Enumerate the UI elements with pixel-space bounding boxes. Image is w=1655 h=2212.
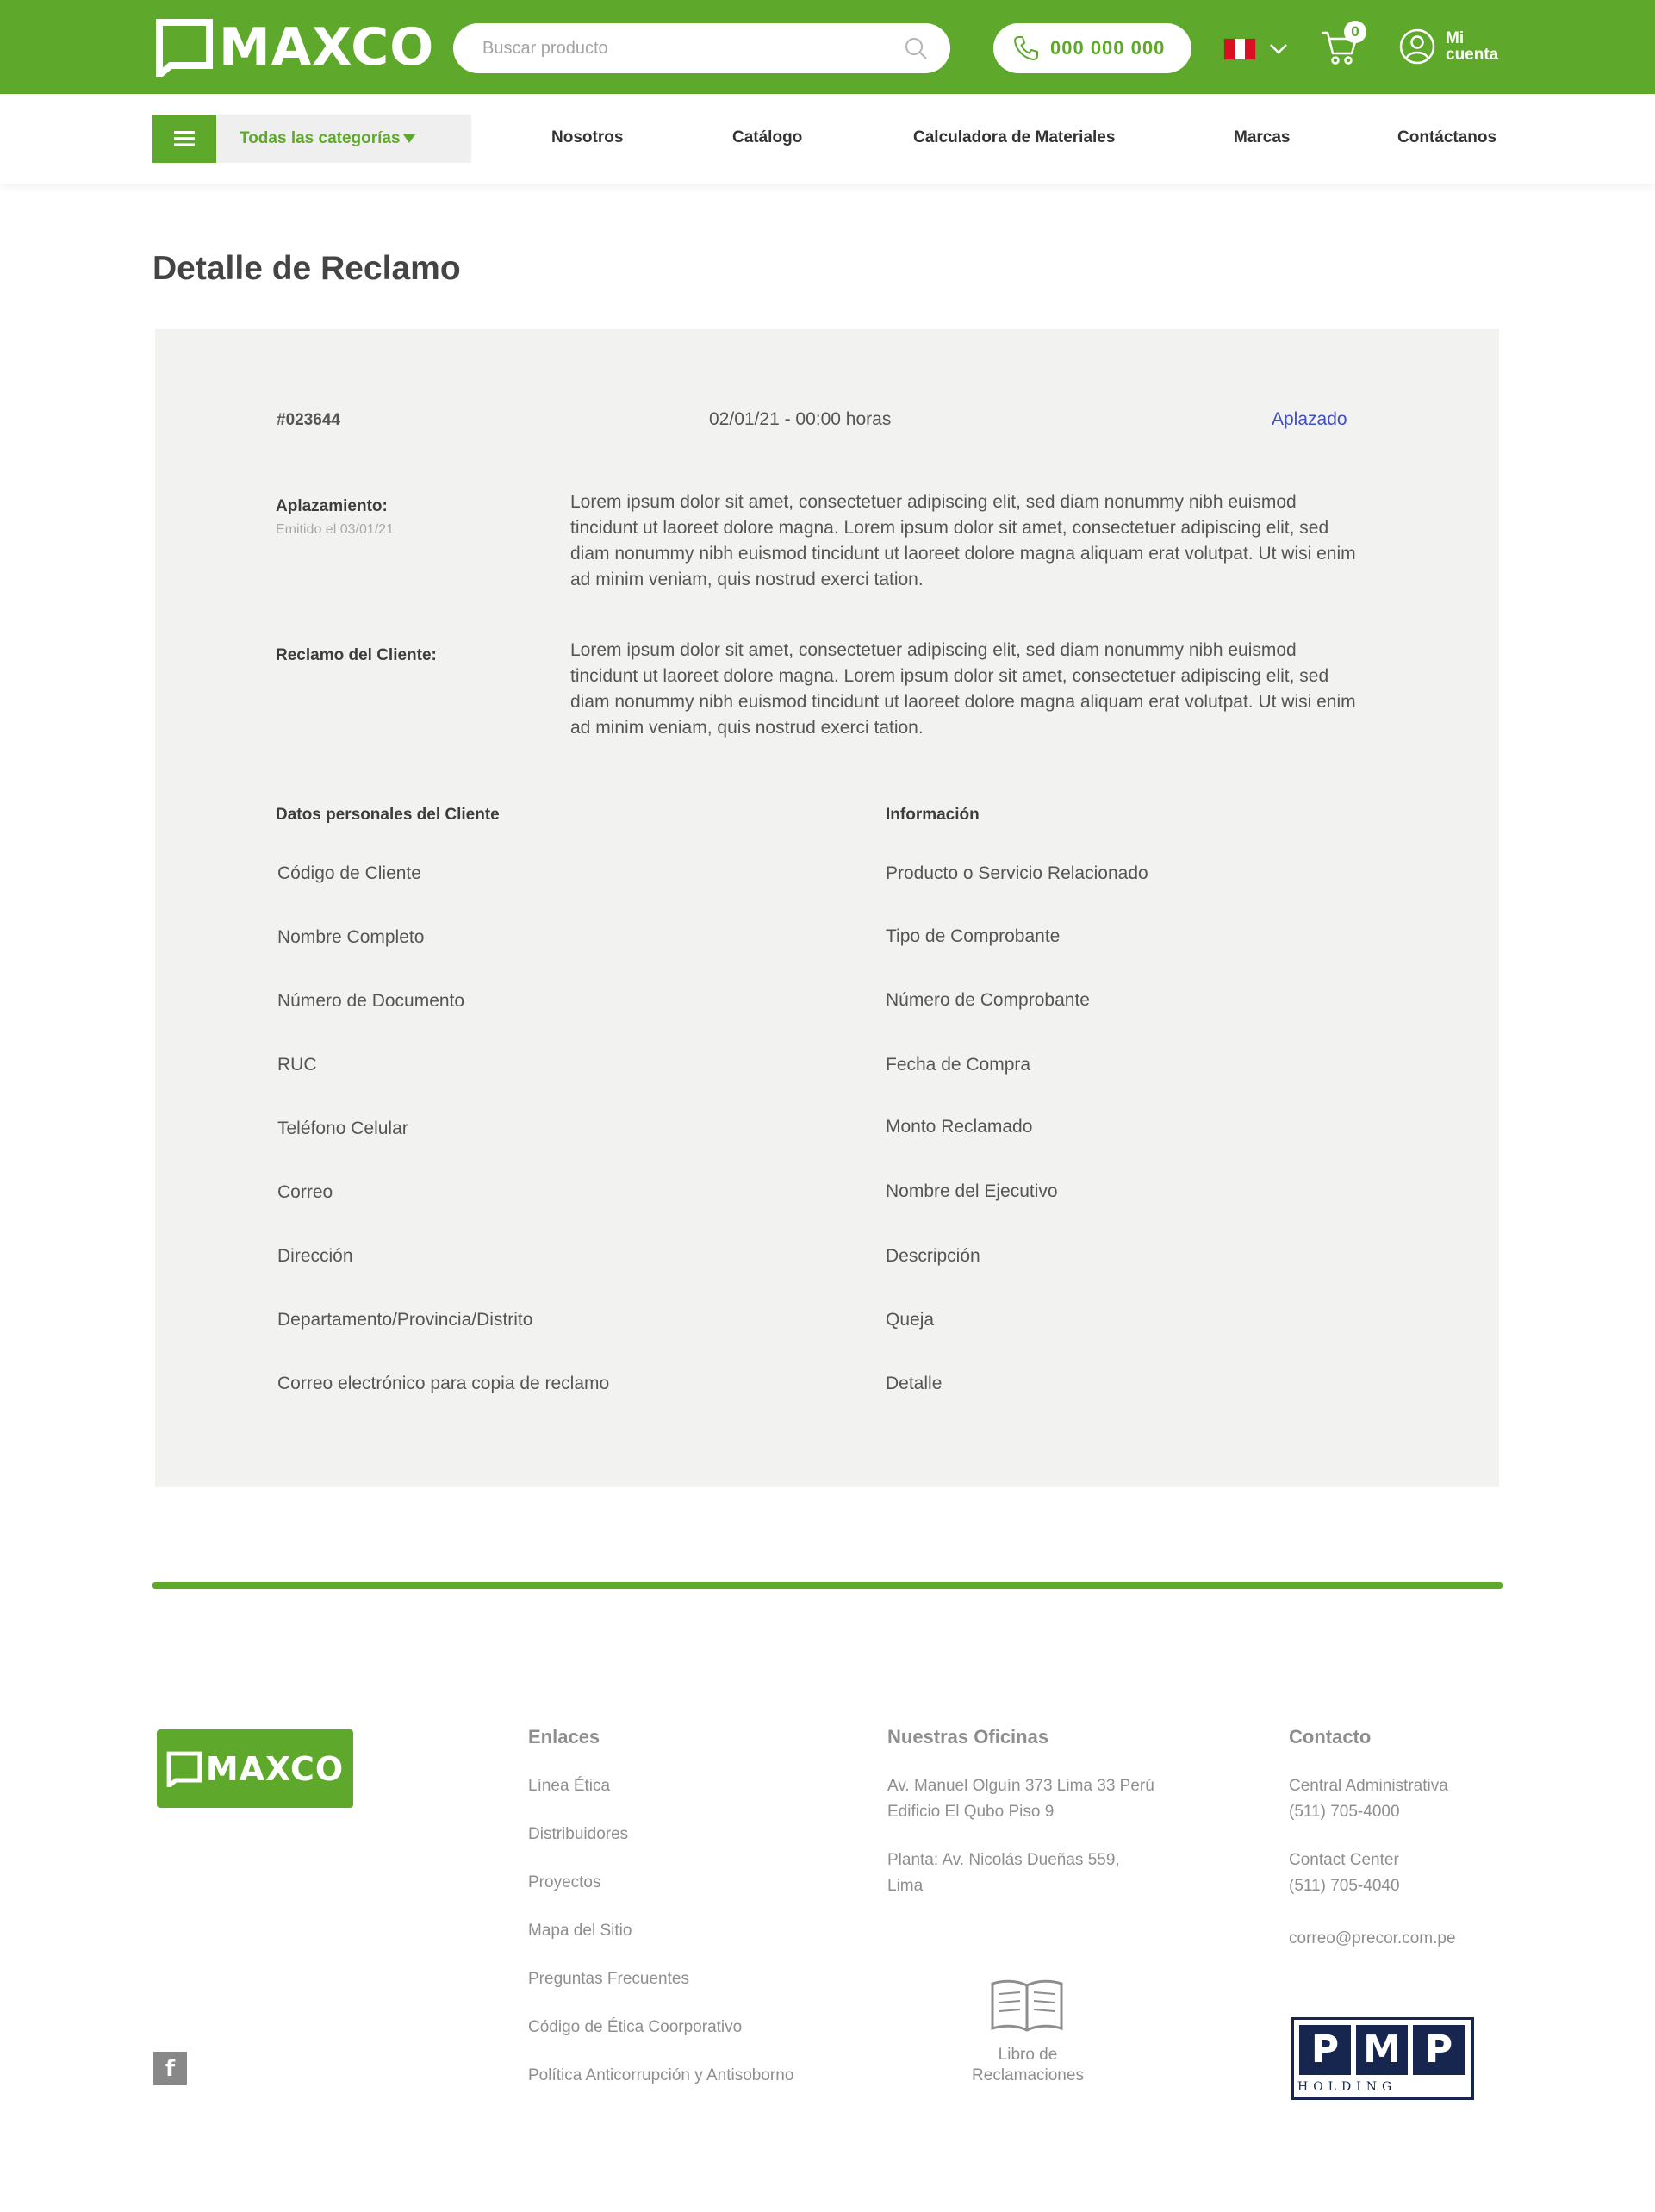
- contact-email[interactable]: correo@precor.com.pe: [1289, 1929, 1456, 1947]
- peru-flag-icon[interactable]: [1223, 38, 1256, 60]
- page-title: Detalle de Reclamo: [152, 250, 461, 287]
- footer-link-linea-etica[interactable]: Línea Ética: [528, 1777, 611, 1795]
- nav-link-contactanos[interactable]: Contáctanos: [1397, 128, 1497, 146]
- field-numero-comprobante: Número de Comprobante: [886, 990, 1090, 1010]
- central-admin-phone[interactable]: (511) 705-4000: [1289, 1803, 1400, 1821]
- central-admin-label: Central Administrativa: [1289, 1777, 1448, 1795]
- footer-link-mapa-sitio[interactable]: Mapa del Sitio: [528, 1922, 632, 1940]
- postponement-text: Lorem ipsum dolor sit amet, consectetuer adipiscing elit, sed diam nonummy nibh euismod tincidunt ut laoreet dolore magna. Lorem ipsum dolor sit amet, consectetuer adipiscing elit, sed diam nonummy nibh euismod tincidunt ut laoreet dolore magna aliquam erat volutpat. Ut wisi enim ad minim veniam, quis nostrud exerci tation.: [570, 492, 1356, 589]
- field-producto-servicio: Producto o Servicio Relacionado: [886, 863, 1148, 883]
- pmp-letter: P: [1299, 2025, 1351, 2075]
- field-direccion: Dirección: [277, 1246, 353, 1266]
- footer-offices-heading: Nuestras Oficinas: [887, 1726, 1049, 1748]
- footer-link-codigo-etica[interactable]: Código de Ética Coorporativo: [528, 2018, 743, 2036]
- field-correo: Correo: [277, 1182, 333, 1202]
- field-departamento: Departamento/Provincia/Distrito: [277, 1310, 533, 1330]
- hamburger-icon: [174, 130, 195, 147]
- footer-link-preguntas[interactable]: Preguntas Frecuentes: [528, 1970, 689, 1988]
- nav-link-catalogo[interactable]: Catálogo: [732, 128, 803, 146]
- nav-link-nosotros[interactable]: Nosotros: [551, 128, 624, 146]
- search-bar: [453, 23, 950, 73]
- field-codigo-cliente: Código de Cliente: [277, 863, 421, 883]
- main-nav: [0, 94, 1655, 184]
- office-1-line-2: Edificio El Qubo Piso 9: [887, 1803, 1055, 1821]
- office-2-line-2: Lima: [887, 1877, 924, 1895]
- field-correo-copia: Correo electrónico para copia de reclamo: [277, 1374, 610, 1393]
- user-icon: [1399, 28, 1435, 65]
- facebook-icon[interactable]: f: [153, 2052, 187, 2085]
- claim-detail-card: [155, 329, 1499, 1487]
- contact-center-phone[interactable]: (511) 705-4040: [1289, 1877, 1400, 1895]
- account-button[interactable]: [1399, 28, 1515, 65]
- pmp-letter: P: [1413, 2025, 1465, 2075]
- field-tipo-comprobante: Tipo de Comprobante: [886, 926, 1061, 946]
- footer-links-heading: Enlaces: [528, 1726, 600, 1748]
- field-nombre-ejecutivo: Nombre del Ejecutivo: [886, 1181, 1058, 1201]
- account-label: Mi cuenta: [1446, 29, 1499, 64]
- customer-claim-text: Lorem ipsum dolor sit amet, consectetuer adipiscing elit, sed diam nonummy nibh euismod tincidunt ut laoreet dolore magna. Lorem ipsum dolor sit amet, consectetuer adipiscing elit, sed diam nonummy nibh euismod tincidunt ut laoreet dolore magna aliquam erat volutpat. Ut wisi enim ad minim veniam, quis nostrud exerci tation.: [570, 640, 1356, 738]
- categories-label: Todas las categorías: [240, 129, 401, 147]
- menu-icon[interactable]: [152, 115, 216, 163]
- phone-button[interactable]: [993, 23, 1191, 73]
- field-descripcion: Descripción: [886, 1246, 980, 1266]
- brand-logo[interactable]: [155, 17, 434, 78]
- chevron-down-icon[interactable]: [1268, 38, 1289, 59]
- field-telefono: Teléfono Celular: [277, 1118, 408, 1138]
- footer-link-anticorrupcion[interactable]: Política Anticorrupción y Antisoborno: [528, 2066, 794, 2084]
- claim-datetime: 02/01/21 - 00:00 horas: [709, 409, 892, 429]
- phone-icon: [1012, 34, 1040, 62]
- footer-divider: [152, 1582, 1503, 1589]
- logo-mark-icon: [155, 18, 214, 77]
- claim-status: Aplazado: [1272, 409, 1347, 429]
- book-icon[interactable]: [989, 1978, 1065, 2034]
- footer-link-distribuidores[interactable]: Distribuidores: [528, 1825, 629, 1843]
- postponement-date: Emitido el 03/01/21: [276, 522, 394, 537]
- field-detalle: Detalle: [886, 1374, 943, 1393]
- brand-name: MAXCO: [219, 17, 435, 78]
- phone-number: 000 000 000: [1050, 37, 1166, 59]
- footer-brand-name: MAXCO: [205, 1749, 345, 1788]
- footer-contact-heading: Contacto: [1289, 1726, 1372, 1748]
- field-queja: Queja: [886, 1310, 935, 1330]
- field-monto-reclamado: Monto Reclamado: [886, 1117, 1033, 1137]
- top-header: [0, 0, 1655, 94]
- footer-link-proyectos[interactable]: Proyectos: [528, 1873, 601, 1891]
- pmp-holding-text: HOLDING: [1297, 2080, 1397, 2094]
- cart-count-badge: 0: [1344, 21, 1366, 43]
- contact-center-label: Contact Center: [1289, 1851, 1399, 1869]
- nav-link-calculadora[interactable]: Calculadora de Materiales: [913, 128, 1116, 146]
- info-heading: Información: [886, 806, 980, 824]
- customer-claim-label: Reclamo del Cliente:: [276, 646, 437, 664]
- libro-reclamaciones-link[interactable]: Libro de Reclamaciones: [972, 2046, 1084, 2084]
- field-numero-documento: Número de Documento: [277, 991, 465, 1011]
- search-icon[interactable]: [904, 36, 928, 60]
- pmp-letter: M: [1356, 2025, 1408, 2075]
- field-nombre-completo: Nombre Completo: [277, 927, 425, 947]
- postponement-label: Aplazamiento:: [276, 497, 388, 515]
- caret-down-icon: [403, 134, 415, 143]
- claim-id: #023644: [277, 411, 340, 429]
- nav-link-marcas[interactable]: Marcas: [1234, 128, 1291, 146]
- field-ruc: RUC: [277, 1055, 317, 1075]
- personal-data-heading: Datos personales del Cliente: [276, 806, 500, 824]
- office-1-line-1: Av. Manuel Olguín 373 Lima 33 Perú: [887, 1777, 1154, 1795]
- logo-mark-icon: [166, 1751, 202, 1787]
- footer-logo[interactable]: [157, 1729, 353, 1808]
- field-fecha-compra: Fecha de Compra: [886, 1055, 1031, 1075]
- office-2-line-1: Planta: Av. Nicolás Dueñas 559,: [887, 1851, 1120, 1869]
- categories-dropdown[interactable]: [152, 115, 471, 163]
- search-input[interactable]: [482, 23, 887, 73]
- pmp-holding-logo[interactable]: [1291, 2017, 1474, 2100]
